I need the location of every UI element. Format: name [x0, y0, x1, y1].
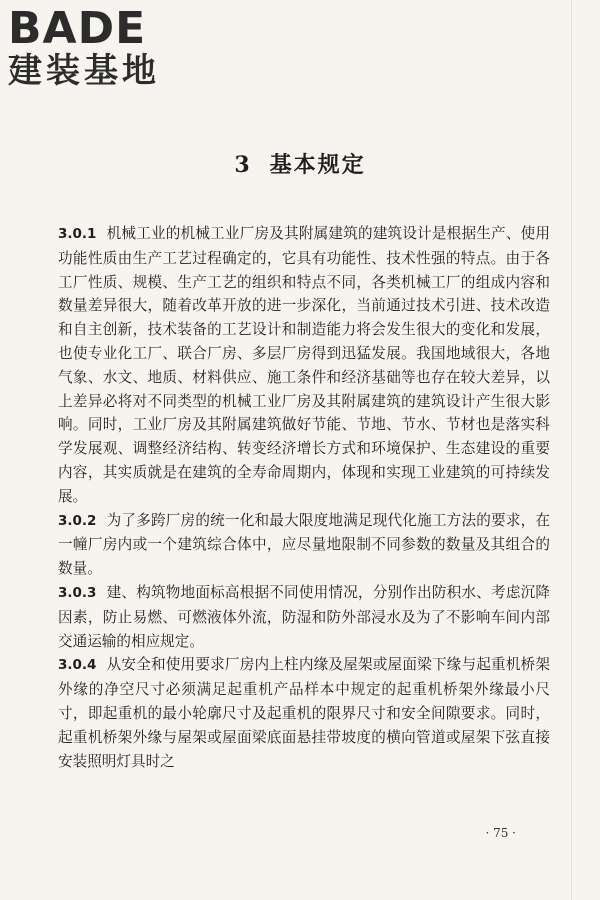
clause-text: 为了多跨厂房的统一化和最大限度地满足现代化施工方法的要求，在一幢厂房内或一个建筑综合体中，应尽量地限制不同参数的数量及其组合的数量。 — [58, 511, 550, 578]
clause-3-0-1 — [58, 222, 550, 509]
bade-logo-watermark — [8, 3, 178, 91]
logo-latin-text: BADE — [8, 3, 147, 54]
chapter-number: 3 — [234, 152, 252, 178]
clause-text: 建、构筑物地面标高根据不同使用情况，分别作出防积水、考虑沉降因素，防止易燃、可燃液体外流，防湿和防外部浸水及为了不影响车间内部交通运输的相应规定。 — [58, 583, 550, 650]
clause-number: 3.0.3 — [58, 584, 97, 601]
clause-number: 3.0.2 — [58, 512, 97, 529]
clause-text: 从安全和使用要求厂房内上柱内缘及屋架或屋面梁下缘与起重机桥架外缘的净空尺寸必须满足起重机产品样本中规定的起重机桥架外缘最小尺寸，即起重机的最小轮廓尺寸及起重机的限界尺寸和安全间隙要求。同时，起重机桥架外缘与屋架或屋面梁底面悬挂带坡度的横向管道或屋架下弦直接安装照明灯具时之 — [58, 656, 550, 770]
clause-number: 3.0.4 — [58, 657, 97, 674]
clause-3-0-4 — [58, 653, 550, 773]
clause-3-0-2 — [58, 509, 550, 581]
page-number: · 75 · — [485, 826, 516, 840]
page-fold-shadow — [571, 0, 572, 900]
chapter-title — [0, 148, 600, 179]
clause-3-0-3 — [58, 581, 550, 653]
chapter-title-text: 基本规定 — [269, 152, 366, 178]
logo-chinese-text: 建装基地 — [8, 51, 160, 91]
document-body — [58, 222, 550, 773]
clause-number: 3.0.1 — [58, 226, 97, 242]
clause-text: 机械工业的机械工业厂房及其附属建筑的建筑设计是根据生产、使用功能性质由生产工艺过程确定的，它具有功能性、技术性强的特点。由于各工厂性质、规模、生产工艺的组织和特点不同，各类机械工厂的组成内容和数量差异很大，随着改革开放的进一步深化，当前通过技术引进、技术改造和自主创新，技术装备的工艺设计和制造能力将会发生很大的变化和发展，也使专业化工厂、联合厂房、多层厂房得到迅猛发展。我国地域很大，各地气象、水文、地质、材料供应、施工条件和经济基础等也存在较大差异，以上差异必将对不同类型的机械工业厂房及其附属建筑的建筑设计产生很大影响。同时，工业厂房及其附属建筑做好节能、节地、节水、节材也是落实科学发展观、调整经济结构、转变经济增长方式和环境保护、生态建设的重要内容，其实质就是在建筑的全寿命周期内，体现和实现工业建筑的可持续发展。 — [58, 225, 550, 505]
